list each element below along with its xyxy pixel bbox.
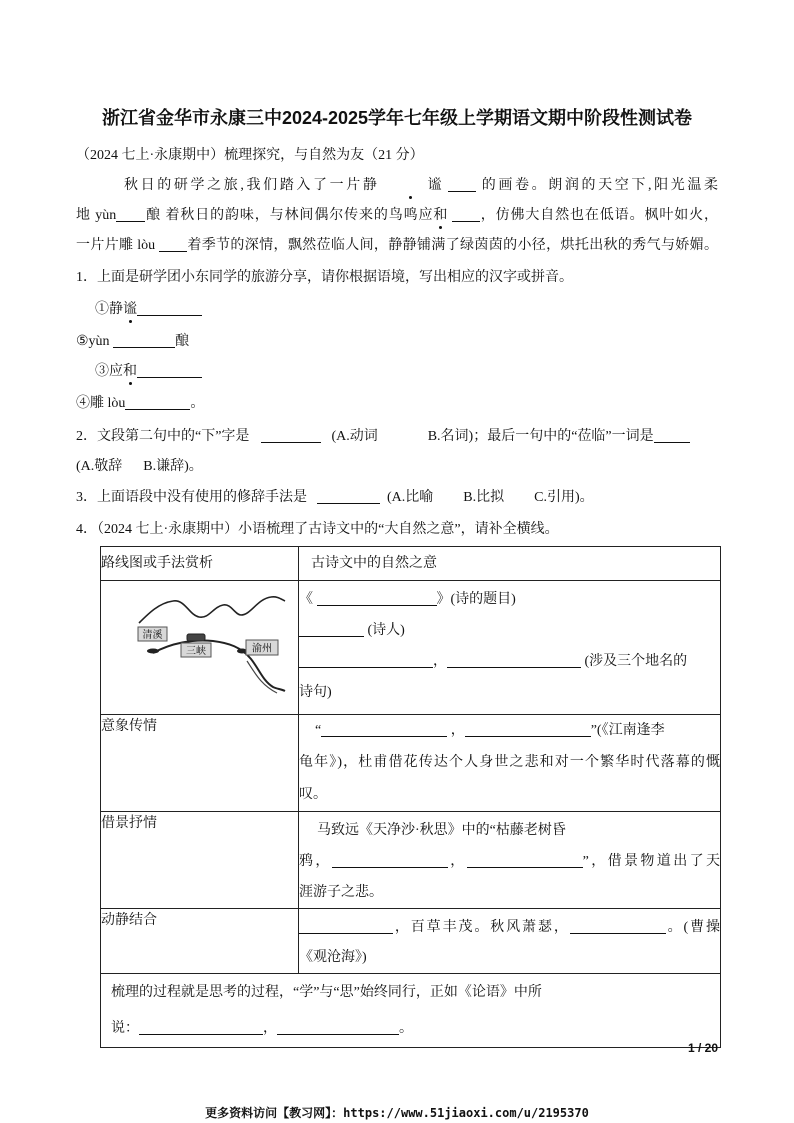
q3-option: B.比拟 [463, 490, 505, 505]
passage-line-1 [76, 176, 718, 196]
poet-line [299, 615, 720, 646]
q2-text: B.名词)；最后一句中的“莅临”一词是 [427, 429, 654, 444]
content-text: 。(曹操 [665, 920, 720, 935]
title-bracket: 《 [299, 592, 313, 607]
answer-blank [321, 722, 447, 737]
table-row [101, 715, 721, 812]
document-title: 浙江省金华市永康三中2024-2025学年七年级上学期语文期中阶段性测试卷 [101, 108, 693, 128]
table-row [101, 909, 721, 974]
content-line: 《观沧海》) [299, 950, 367, 965]
emphasized-char: 和 [433, 206, 447, 226]
answer-blank [332, 853, 448, 868]
passage-text: 着季节的深情，飘然莅临人间，静静铺满了绿茵茵的小径，烘托出秋的秀气与娇媚。 [187, 238, 719, 253]
technique-label: 借景抒情 [101, 812, 299, 909]
passage-text: 酿 着秋日的韵味，与林间偶尔传来的鸟鸣应 [145, 208, 434, 223]
answer-blank [139, 1020, 263, 1035]
map-label-qingxi: 清溪 [142, 630, 163, 641]
question-4-stem: 4．（2024 七上·永康期中）小语梳理了古诗文中的“大自然之意”，请补全横线。 [76, 522, 559, 537]
technique-label: 动静结合 [101, 909, 299, 974]
ship-icon [187, 634, 205, 641]
question-2-line-2 [76, 457, 203, 477]
q1-item-prefix: ③应 [95, 364, 123, 379]
answer-blank [113, 333, 175, 348]
answer-blank [448, 177, 476, 192]
technique-label: 意象传情 [101, 715, 299, 812]
content-line: 涯游子之悲。 [299, 885, 383, 900]
answer-blank [452, 207, 480, 222]
q1-item-suffix: 。 [190, 396, 205, 411]
passage-text: 的画卷。朗润的天空下,阳光温柔 [481, 178, 718, 193]
content-line [111, 1011, 720, 1047]
q2-option: (A.动词 [331, 429, 378, 444]
answer-blank [299, 919, 393, 934]
q2-option: (A.敬辞 [76, 459, 123, 474]
technique-content-cell [299, 715, 721, 812]
comma: ， [433, 654, 447, 669]
footer-note: 更多资料访问【教习网】：https://www.51jiaoxi.com/u/2195370 [205, 1106, 589, 1120]
content-line [299, 715, 720, 747]
passage-text: 一片片雕 lòu [76, 238, 156, 253]
answer-blank [116, 207, 145, 222]
content-text: ”(《江南逢李 [590, 723, 665, 738]
answer-blank [317, 591, 437, 606]
answer-blank [137, 301, 202, 316]
answer-blank [261, 428, 321, 443]
content-text: 鸦， [299, 854, 332, 869]
passage-text: 地 yùn [76, 208, 117, 223]
table-row [101, 581, 721, 715]
question-1-stem: 1．上面是研学团小东同学的旅游分享，请你根据语境，写出相应的汉字或拼音。 [76, 270, 573, 285]
answer-blank [317, 489, 380, 504]
table-header-cell: 古诗文中的自然之意 [299, 547, 721, 581]
q1-item-suffix: 酿 [175, 334, 190, 349]
title-note: 》(诗的题目) [436, 592, 516, 607]
answer-blank [570, 919, 666, 934]
q3-option: (A.比喻 [387, 490, 434, 505]
answer-blank [299, 653, 433, 668]
question-2-line-1 [76, 427, 690, 447]
content-text: ，百草丰茂。秋风萧瑟， [393, 920, 570, 935]
q1-item-3 [95, 362, 202, 382]
q1-item-prefix: ⑤yùn [76, 334, 110, 349]
content-text: 。 [399, 1021, 413, 1036]
map-label-yuzhou: 渝州 [252, 643, 272, 655]
q1-item-prefix: ④雕 lòu [76, 396, 126, 411]
table-row [101, 812, 721, 909]
comma: ， [447, 854, 467, 869]
answer-blank [277, 1020, 399, 1035]
answer-blank [125, 395, 190, 410]
passage-line-2 [76, 206, 718, 226]
passage-line-3 [76, 236, 718, 256]
poem-lines-line [299, 646, 720, 677]
nature-table [100, 546, 721, 1048]
q1-item-4 [76, 394, 204, 414]
mountain-line [139, 597, 285, 623]
emphasized-char: 谧 [123, 300, 137, 320]
content-line [299, 913, 720, 943]
summary-cell [101, 974, 721, 1048]
comma: ， [447, 723, 465, 738]
question-3 [76, 488, 594, 508]
q2-option: B.谦辞)。 [143, 459, 203, 474]
comma: ， [263, 1021, 277, 1036]
technique-content-cell [299, 812, 721, 909]
boat-icon [147, 649, 159, 654]
table-header-cell: 路线图或手法赏析 [101, 547, 299, 581]
content-line [299, 846, 720, 877]
poem-info-cell [299, 581, 721, 715]
page-number: 1 / 20 [687, 1041, 718, 1055]
quote-mark: “ [315, 723, 322, 738]
passage-text: 秋日的研学之旅,我们踏入了一片静 [124, 178, 380, 193]
q3-stem: 3．上面语段中没有使用的修辞手法是 [76, 490, 307, 505]
content-line: 马致远《天净沙·秋思》中的“枯藤老树昏 [317, 823, 566, 838]
content-line: 梳理的过程就是思考的过程，“学”与“思”始终同行，正如《论语》中所 [111, 985, 542, 1000]
q3-option: C.引用)。 [534, 490, 594, 505]
poem-title-line [299, 584, 720, 615]
route-map [101, 581, 299, 709]
answer-blank [465, 722, 591, 737]
table-header-row [101, 547, 721, 581]
route-map-cell [101, 581, 299, 715]
content-line: 龟年》)，杜甫借花传达个人身世之悲和对一个繁华时代落幕的慨 [299, 755, 720, 770]
table-row [101, 974, 721, 1048]
answer-blank [654, 428, 690, 443]
content-text: ”，借景物道出了天 [582, 854, 720, 869]
answer-blank [299, 622, 364, 637]
poem-lines-note-continued: 诗句) [299, 685, 332, 700]
content-line: 叹。 [299, 787, 327, 802]
q1-item-2 [76, 332, 189, 352]
answer-blank [447, 653, 581, 668]
answer-blank [159, 237, 187, 252]
emphasized-char: 和 [123, 362, 137, 382]
content-text: 说： [111, 1021, 139, 1036]
map-label-sanxia: 三峡 [186, 646, 206, 657]
q1-item-prefix: ①静 [95, 302, 123, 317]
section-header: （2024 七上·永康期中）梳理探究，与自然为友（21 分） [76, 148, 424, 163]
answer-blank [467, 853, 583, 868]
technique-content-cell [299, 909, 721, 974]
answer-blank [137, 363, 202, 378]
poet-note: (诗人) [367, 623, 405, 638]
emphasized-char: 谧 [380, 176, 442, 196]
passage-text: ，仿佛大自然也在低语。枫叶如火， [479, 208, 719, 223]
q2-text: 2．文段第二句中的“下”字是 [76, 429, 250, 444]
poem-lines-note: (涉及三个地名的 [584, 654, 688, 669]
q1-item-1 [95, 300, 202, 320]
